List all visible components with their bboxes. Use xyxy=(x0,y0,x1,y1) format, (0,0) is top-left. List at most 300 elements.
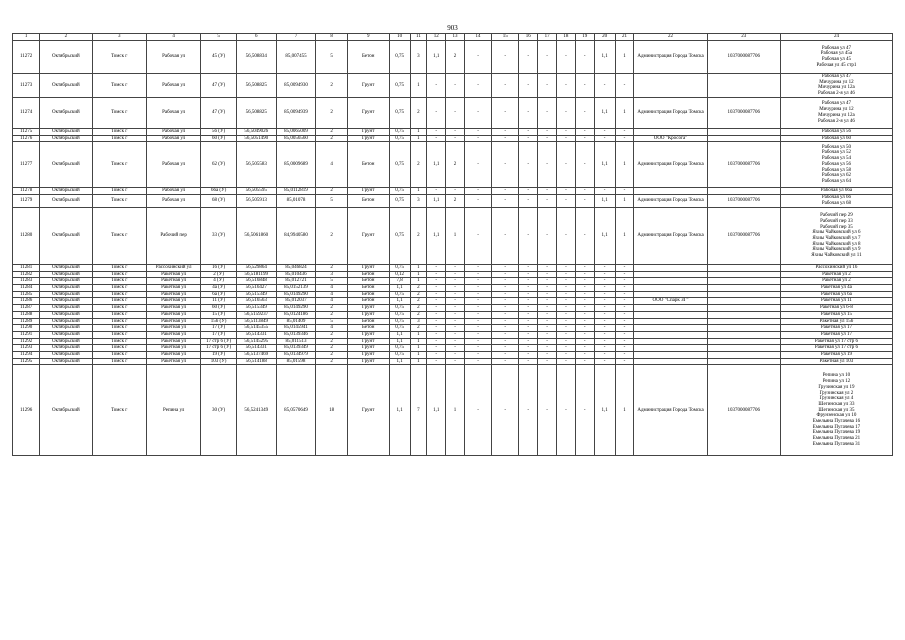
table-cell: Грунт xyxy=(347,352,389,359)
table-cell: - xyxy=(538,271,557,278)
table-cell: 2 xyxy=(316,74,347,98)
table-row xyxy=(13,325,893,332)
table-cell: Октябрьский xyxy=(40,142,92,188)
table-cell: 1 xyxy=(410,188,427,195)
table-cell: 11294 xyxy=(13,352,40,359)
table-cell: 103 (У) xyxy=(201,358,237,365)
table-cell: 85,010436 xyxy=(276,271,316,278)
table-cell: Томск г xyxy=(92,194,146,207)
table-cell xyxy=(707,318,780,325)
table-cell: Ракетная ул xyxy=(146,278,200,285)
table-cell: - xyxy=(492,271,519,278)
table-cell: - xyxy=(464,271,491,278)
table-cell: - xyxy=(464,311,491,318)
table-cell: - xyxy=(575,365,594,456)
address-item: Мичурина ул 12а xyxy=(818,85,855,91)
address-list xyxy=(780,358,892,365)
table-cell: - xyxy=(464,358,491,365)
table-cell: 56,529864 xyxy=(236,264,276,271)
table-cell: Грунт xyxy=(347,305,389,312)
table-cell: - xyxy=(557,291,576,298)
table-cell: 1,1 xyxy=(427,207,446,264)
table-cell: - xyxy=(519,128,538,135)
address-item: Рабочая ул 60 xyxy=(821,135,852,141)
table-cell: 56,5181199 xyxy=(236,271,276,278)
table-cell xyxy=(634,271,707,278)
table-cell: Томск г xyxy=(92,207,146,264)
table-cell: 85,012037 xyxy=(276,298,316,305)
table-cell: - xyxy=(492,325,519,332)
table-cell: - xyxy=(575,325,594,332)
table-cell: - xyxy=(464,345,491,352)
address-item: Ракетная ул 17 xyxy=(820,325,853,331)
address-item: Рабочая ул 56 xyxy=(821,161,852,167)
table-cell: - xyxy=(557,188,576,195)
table-cell: 5 xyxy=(316,41,347,74)
table-cell: - xyxy=(464,291,491,298)
table-cell: - xyxy=(519,194,538,207)
table-cell: 11293 xyxy=(13,345,40,352)
column-header: 22 xyxy=(634,34,707,41)
table-cell: - xyxy=(575,352,594,359)
table-cell: 56,5049026 xyxy=(236,128,276,135)
table-cell: 47 (У) xyxy=(201,74,237,98)
address-list xyxy=(780,278,892,285)
table-cell: - xyxy=(492,291,519,298)
table-cell: 3 xyxy=(410,41,427,74)
table-cell: 17 стр 6 (У) xyxy=(201,338,237,345)
table-cell: - xyxy=(594,331,615,338)
table-cell: Октябрьский xyxy=(40,128,92,135)
table-row xyxy=(13,135,893,142)
table-cell: - xyxy=(615,291,634,298)
column-header: 3 xyxy=(92,34,146,41)
table-cell: 4 xyxy=(316,291,347,298)
table-cell: 4 (У) xyxy=(201,278,237,285)
table-cell: - xyxy=(464,285,491,292)
table-cell: 1037000087706 xyxy=(707,194,780,207)
table-cell: - xyxy=(594,264,615,271)
table-cell: - xyxy=(594,358,615,365)
table-cell: 1,1 xyxy=(594,41,615,74)
table-cell: - xyxy=(538,325,557,332)
address-item: Грузинская ул 4 xyxy=(819,396,854,402)
table-cell: - xyxy=(538,291,557,298)
table-cell: 11286 xyxy=(13,298,40,305)
table-cell: 1,1 xyxy=(594,207,615,264)
table-cell: - xyxy=(615,285,634,292)
table-cell: - xyxy=(575,345,594,352)
address-item: Емельяна Пугачева 17 xyxy=(812,424,861,430)
table-cell: 1,1 xyxy=(389,338,410,345)
table-cell: 1,1 xyxy=(427,194,446,207)
table-cell xyxy=(707,298,780,305)
table-cell: 2 xyxy=(316,135,347,142)
table-cell: - xyxy=(519,207,538,264)
page-number: 903 xyxy=(447,24,458,32)
table-cell: 56,508825 xyxy=(236,97,276,128)
table-cell: 62 (У) xyxy=(201,142,237,188)
table-cell: Рабочая ул xyxy=(146,188,200,195)
table-cell: Ракетная ул xyxy=(146,331,200,338)
table-cell: - xyxy=(492,331,519,338)
table-cell: 56,5145295 xyxy=(236,338,276,345)
table-cell: - xyxy=(557,365,576,456)
table-row xyxy=(13,97,893,128)
table-cell: Томск г xyxy=(92,338,146,345)
table-cell: - xyxy=(538,305,557,312)
table-cell: - xyxy=(557,298,576,305)
table-cell: 16 (У) xyxy=(201,264,237,271)
table-cell: 2 xyxy=(316,128,347,135)
table-cell: - xyxy=(519,278,538,285)
table-cell: - xyxy=(446,325,465,332)
table-cell: 1 xyxy=(615,365,634,456)
table-cell: 11283 xyxy=(13,278,40,285)
table-cell: - xyxy=(615,271,634,278)
table-cell: 0,75 xyxy=(389,128,410,135)
table-cell: 11292 xyxy=(13,338,40,345)
table-cell: - xyxy=(615,128,634,135)
table-cell: Октябрьский xyxy=(40,311,92,318)
table-cell: Рабочая ул xyxy=(146,97,200,128)
table-cell: Рабочий пер xyxy=(146,207,200,264)
table-cell: 11287 xyxy=(13,305,40,312)
table-cell: 11288 xyxy=(13,311,40,318)
table-row xyxy=(13,74,893,98)
table-cell: Томск г xyxy=(92,188,146,195)
address-item: Рабочая ул 47 xyxy=(821,74,852,79)
table-cell: - xyxy=(446,135,465,142)
table-cell xyxy=(707,285,780,292)
table-cell: Октябрьский xyxy=(40,345,92,352)
table-cell: 85,011513 xyxy=(276,338,316,345)
table-cell: - xyxy=(557,74,576,98)
address-list xyxy=(780,128,892,135)
table-cell: - xyxy=(519,338,538,345)
table-cell: Октябрьский xyxy=(40,264,92,271)
table-cell: - xyxy=(427,305,446,312)
table-cell: - xyxy=(446,264,465,271)
table-cell: 2 xyxy=(316,207,347,264)
table-cell: 1037000087706 xyxy=(707,207,780,264)
table-cell: - xyxy=(557,325,576,332)
table-cell: - xyxy=(492,298,519,305)
table-cell: 11289 xyxy=(13,318,40,325)
table-cell: - xyxy=(519,142,538,188)
table-cell: 85,0056560 xyxy=(276,135,316,142)
table-cell: Октябрьский xyxy=(40,285,92,292)
table-cell: 1 xyxy=(410,358,427,365)
address-item: Рабочая 2-я ул 46 xyxy=(817,118,855,124)
table-cell: - xyxy=(538,264,557,271)
table-cell xyxy=(707,74,780,98)
address-list xyxy=(780,285,892,292)
column-header: 21 xyxy=(615,34,634,41)
table-cell: 56,516563 xyxy=(236,298,276,305)
address-item: Рабочая ул 52 xyxy=(821,150,852,156)
table-cell: - xyxy=(519,264,538,271)
table-cell: 11284 xyxy=(13,285,40,292)
table-cell: 1 xyxy=(410,128,427,135)
table-cell: - xyxy=(594,128,615,135)
table-cell: Рабочая ул xyxy=(146,128,200,135)
table-cell: 1 xyxy=(615,142,634,188)
column-header: 8 xyxy=(316,34,347,41)
table-cell: - xyxy=(446,285,465,292)
address-item: Фрунзенская ул 10 xyxy=(816,413,857,419)
table-cell: 47 (У) xyxy=(201,97,237,128)
table-cell xyxy=(707,331,780,338)
table-cell: - xyxy=(427,264,446,271)
table-cell: - xyxy=(492,285,519,292)
address-item: Репина ул 12 xyxy=(822,379,851,385)
address-item: Шегинская ул 33 xyxy=(818,401,855,407)
address-item: Рабочая ул 45 стр1 xyxy=(816,62,857,68)
column-header: 9 xyxy=(347,34,389,41)
table-cell: - xyxy=(557,311,576,318)
table-cell: 85,0124186 xyxy=(276,311,316,318)
table-cell: 6а (У) xyxy=(201,291,237,298)
table-cell: Октябрьский xyxy=(40,331,92,338)
table-cell: - xyxy=(492,318,519,325)
table-cell: 2 xyxy=(316,338,347,345)
table-cell: - xyxy=(446,358,465,365)
column-header: 5 xyxy=(201,34,237,41)
table-cell: Рабочая ул xyxy=(146,142,200,188)
table-cell: - xyxy=(427,345,446,352)
table-cell: 0,75 xyxy=(389,142,410,188)
column-header: 18 xyxy=(557,34,576,41)
table-cell: 2 xyxy=(316,345,347,352)
address-list xyxy=(780,291,892,298)
table-cell: - xyxy=(615,331,634,338)
table-cell xyxy=(707,135,780,142)
address-item: Рабочая 2-я ул 46 xyxy=(817,91,855,97)
table-cell: 4 xyxy=(316,142,347,188)
table-cell: - xyxy=(557,97,576,128)
table-cell: Рабочая ул xyxy=(146,135,200,142)
table-cell: - xyxy=(519,97,538,128)
table-cell: 85,0570649 xyxy=(276,365,316,456)
table-cell: - xyxy=(594,311,615,318)
table-cell: 11274 xyxy=(13,97,40,128)
table-cell: - xyxy=(492,207,519,264)
table-row xyxy=(13,305,893,312)
table-cell xyxy=(634,188,707,195)
table-cell: - xyxy=(464,365,491,456)
table-cell: - xyxy=(464,194,491,207)
address-list xyxy=(780,142,892,188)
table-cell: - xyxy=(464,278,491,285)
table-cell: Бетон xyxy=(347,298,389,305)
table-cell: Бетон xyxy=(347,318,389,325)
table-cell: 1,1 xyxy=(389,298,410,305)
table-cell: - xyxy=(615,305,634,312)
table-cell: Томск г xyxy=(92,41,146,74)
table-cell: Грунт xyxy=(347,345,389,352)
table-cell: 56,5051490 xyxy=(236,135,276,142)
address-item: Яхиы Чайковский ул 8 xyxy=(812,241,861,247)
table-cell: 56,5145355 xyxy=(236,325,276,332)
table-cell: - xyxy=(557,142,576,188)
table-cell: - xyxy=(538,194,557,207)
table-cell: 11280 xyxy=(13,207,40,264)
table-cell: - xyxy=(538,338,557,345)
table-cell: 0,75 xyxy=(389,311,410,318)
table-cell: - xyxy=(538,285,557,292)
table-cell: - xyxy=(538,345,557,352)
table-cell: Грунт xyxy=(347,331,389,338)
table-cell xyxy=(707,358,780,365)
table-cell: Ракетная ул xyxy=(146,325,200,332)
table-cell: 1037000087706 xyxy=(707,97,780,128)
table-cell: - xyxy=(492,135,519,142)
table-cell: 1,1 xyxy=(594,97,615,128)
table-cell: - xyxy=(446,318,465,325)
table-cell: 56,516427 xyxy=(236,285,276,292)
table-cell: 11282 xyxy=(13,271,40,278)
table-row xyxy=(13,291,893,298)
table-cell: - xyxy=(492,128,519,135)
table-cell: 1 xyxy=(410,352,427,359)
table-cell: 1,1 xyxy=(427,365,446,456)
table-cell: - xyxy=(615,352,634,359)
table-cell: - xyxy=(615,325,634,332)
table-cell: 15б (У) xyxy=(201,318,237,325)
table-cell: 85,0094939 xyxy=(276,97,316,128)
header-row xyxy=(13,34,893,41)
table-cell xyxy=(634,74,707,98)
table-cell: - xyxy=(538,74,557,98)
table-cell: - xyxy=(464,331,491,338)
table-cell: Бетон xyxy=(347,285,389,292)
table-cell: Октябрьский xyxy=(40,318,92,325)
table-cell: - xyxy=(492,311,519,318)
address-item: Рабочая ул 66 xyxy=(821,195,852,201)
table-cell: - xyxy=(615,311,634,318)
table-cell xyxy=(634,305,707,312)
table-cell: - xyxy=(492,264,519,271)
table-cell: - xyxy=(492,41,519,74)
address-list xyxy=(780,135,892,142)
table-cell: - xyxy=(492,358,519,365)
address-item: Яхиы Чайковский ул 9 xyxy=(812,247,861,253)
table-cell: 56,508834 xyxy=(236,41,276,74)
table-cell: 3 xyxy=(316,271,347,278)
table-cell: - xyxy=(519,188,538,195)
table-cell: Октябрьский xyxy=(40,135,92,142)
address-item: Яхиы Чайковский ул 6 xyxy=(812,230,861,236)
table-cell xyxy=(634,128,707,135)
table-cell: - xyxy=(446,331,465,338)
table-cell: - xyxy=(519,311,538,318)
table-cell: - xyxy=(575,358,594,365)
table-cell xyxy=(707,128,780,135)
table-cell: Ракетная ул xyxy=(146,271,200,278)
column-header: 10 xyxy=(389,34,410,41)
table-cell: 4а (У) xyxy=(201,285,237,292)
table-cell: 11275 xyxy=(13,128,40,135)
table-cell: - xyxy=(464,207,491,264)
address-item: Мичурина ул 12 xyxy=(819,107,854,113)
table-cell: - xyxy=(557,338,576,345)
table-cell: 11290 xyxy=(13,325,40,332)
table-cell: Грунт xyxy=(347,74,389,98)
table-cell: Октябрьский xyxy=(40,338,92,345)
column-header: 23 xyxy=(707,34,780,41)
table-cell: Грунт xyxy=(347,128,389,135)
column-header: 2 xyxy=(40,34,92,41)
table-cell: - xyxy=(557,271,576,278)
address-item: Ракетная ул 2 xyxy=(822,271,851,277)
table-row xyxy=(13,41,893,74)
table-cell: 85,0065009 xyxy=(276,128,316,135)
table-cell: 85,012721 xyxy=(276,278,316,285)
table-cell: - xyxy=(446,345,465,352)
address-item: Ракетная ул 6-8 xyxy=(820,305,853,311)
table-cell: 1 xyxy=(615,194,634,207)
column-header: 17 xyxy=(538,34,557,41)
table-cell: 2 xyxy=(410,325,427,332)
address-item: Рабочая ул 54 xyxy=(821,156,852,162)
table-cell: Рабочая ул xyxy=(146,41,200,74)
table-cell: 56,505583 xyxy=(236,142,276,188)
table-cell: - xyxy=(446,338,465,345)
table-cell: - xyxy=(575,207,594,264)
table-cell: - xyxy=(519,365,538,456)
table-cell xyxy=(634,338,707,345)
table-cell: - xyxy=(446,305,465,312)
table-cell: 56,5137469 xyxy=(236,352,276,359)
table-cell xyxy=(707,264,780,271)
table-cell: Томск г xyxy=(92,285,146,292)
table-cell: - xyxy=(557,128,576,135)
table-cell: 1 xyxy=(446,365,465,456)
address-list xyxy=(780,97,892,128)
table-cell: - xyxy=(575,135,594,142)
table-cell: - xyxy=(575,142,594,188)
address-item: Грузинская ул 2 xyxy=(819,390,854,396)
table-cell: - xyxy=(427,188,446,195)
table-cell: - xyxy=(557,285,576,292)
table-cell: 85,0145941 xyxy=(276,325,316,332)
table-cell xyxy=(634,311,707,318)
table-cell: Ракетная ул xyxy=(146,298,200,305)
table-cell: Бетон xyxy=(347,194,389,207)
address-item: Емельяна Пугачева 31 xyxy=(812,441,861,447)
table-cell: - xyxy=(519,271,538,278)
table-row xyxy=(13,271,893,278)
table-cell: - xyxy=(427,135,446,142)
table-cell: 2 xyxy=(446,142,465,188)
table-cell: 1,1 xyxy=(389,365,410,456)
address-item: Рабочий пер 29 xyxy=(820,213,853,219)
table-cell: 56,516848 xyxy=(236,278,276,285)
table-cell: Октябрьский xyxy=(40,194,92,207)
address-item: Рабочая ул 64 xyxy=(821,178,852,184)
table-cell xyxy=(707,188,780,195)
table-cell: 56,505913 xyxy=(236,194,276,207)
table-cell: - xyxy=(464,318,491,325)
table-row xyxy=(13,311,893,318)
column-header: 14 xyxy=(464,34,491,41)
table-cell: - xyxy=(446,188,465,195)
table-cell: - xyxy=(538,188,557,195)
table-cell: Томск г xyxy=(92,291,146,298)
table-cell: - xyxy=(492,345,519,352)
table-cell: 3 xyxy=(410,318,427,325)
